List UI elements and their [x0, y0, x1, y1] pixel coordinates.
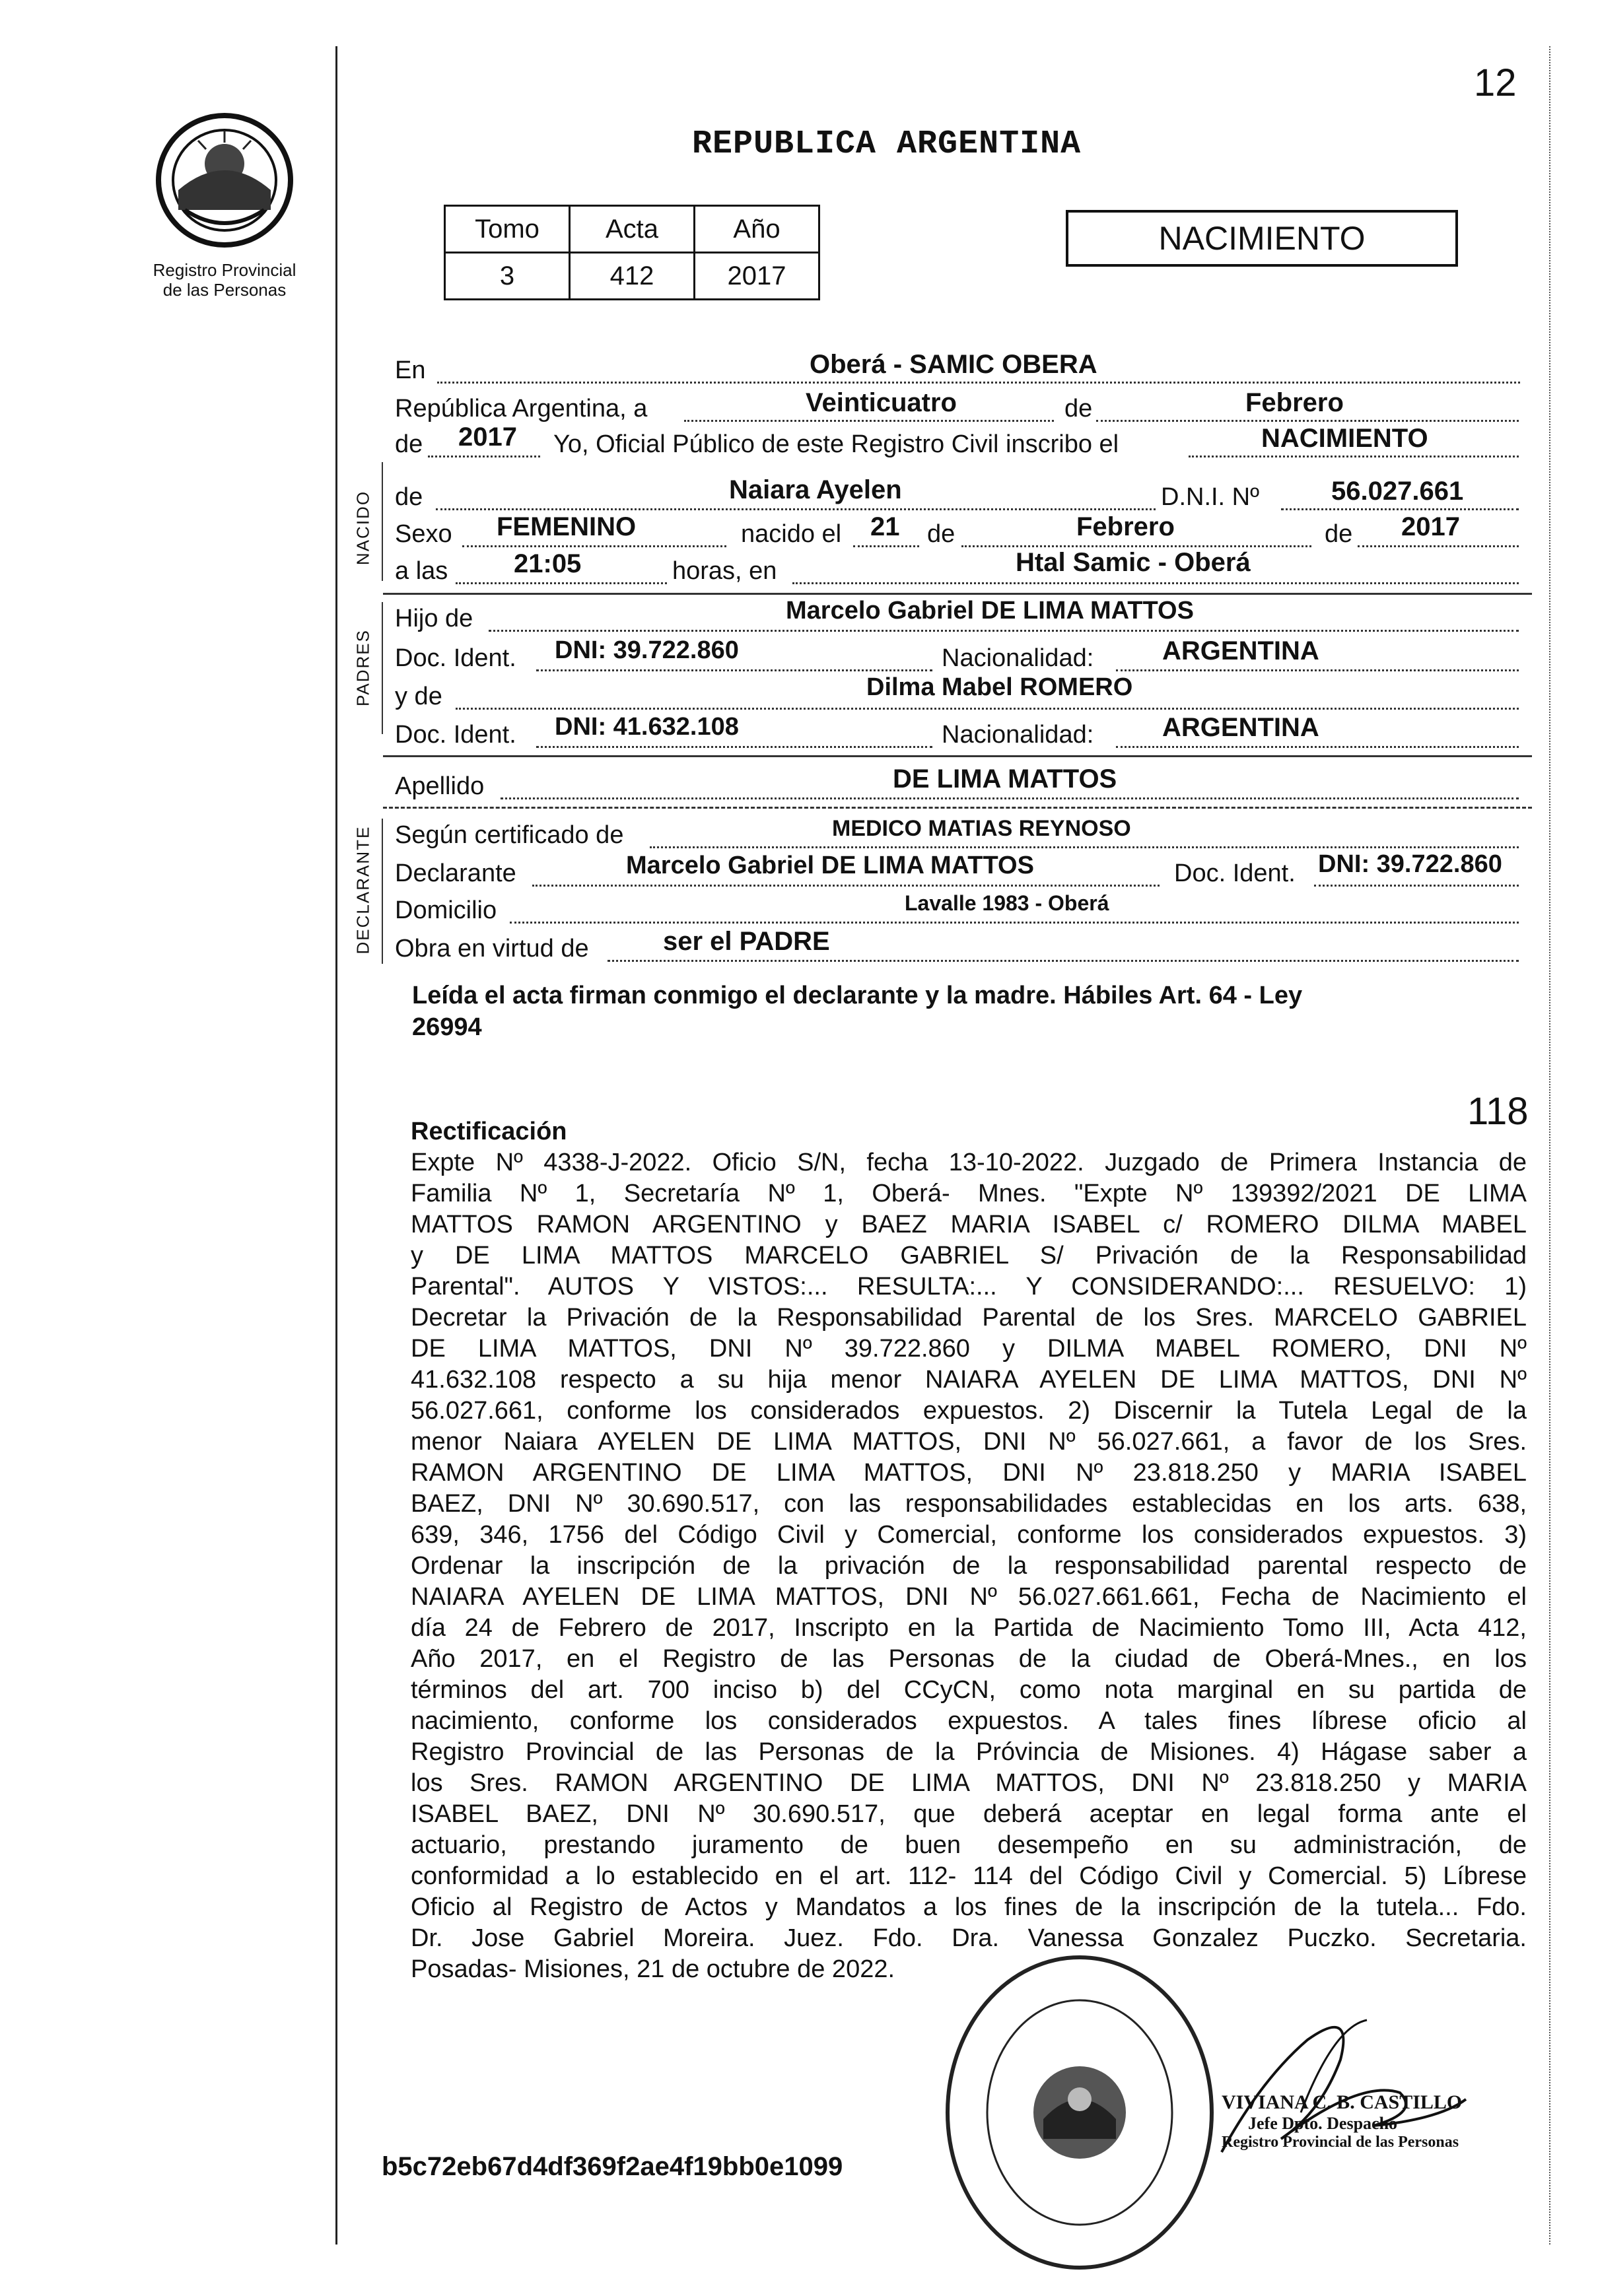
side-label-declarante: DECLARANTE [353, 825, 373, 955]
leida-line-1: Leída el acta firman conmigo el declarante y la madre. Hábiles Art. 64 - Ley [412, 982, 1303, 1009]
value-lugar: Htal Samic - Oberá [1016, 548, 1251, 577]
label-obra: Obra en virtud de [395, 935, 589, 962]
header-tomo: Tomo [445, 206, 570, 253]
label-yo-oficial: Yo, Oficial Público de este Registro Civil inscribo el [553, 430, 1119, 458]
value-sexo: FEMENINO [497, 512, 637, 541]
dots-dni [1281, 508, 1519, 510]
dots-nac-mes [961, 545, 1311, 547]
rectificacion-line: conformidad a lo establecido en el art. 112- 114 del Código Civil y Comercial. 5) Líbrese [411, 1862, 1527, 1890]
value-nacionalidad-padre: ARGENTINA [1162, 636, 1319, 665]
rectificacion-body [411, 1147, 1527, 1985]
label-de-anio: de [395, 430, 423, 458]
register-table [444, 205, 820, 300]
document-title: REPUBLICA ARGENTINA [692, 125, 1082, 163]
value-hora: 21:05 [514, 549, 582, 578]
value-acta: 412 [570, 253, 695, 300]
label-doc-declarante: Doc. Ident. [1174, 860, 1296, 887]
rectificacion-line: Decretar la Privación de la Responsabilidad Parental de los Sres. MARCELO GABRIEL [411, 1304, 1527, 1332]
right-margin-line [1549, 46, 1550, 2245]
value-dni: 56.027.661 [1331, 477, 1464, 506]
value-doc-declarante: DNI: 39.722.860 [1318, 850, 1502, 878]
dots-nac-anio [1358, 545, 1519, 547]
label-de-nac-mes: de [927, 520, 955, 548]
dots-lugar [792, 582, 1519, 584]
official-stamp [938, 1947, 1222, 2278]
side-label-nacido: NACIDO [353, 490, 373, 566]
signature-office: Registro Provincial de las Personas [1222, 2134, 1459, 2151]
round-seal-icon [938, 1947, 1222, 2278]
dots-domicilio [510, 922, 1519, 924]
value-nombre: Naiara Ayelen [729, 475, 902, 504]
value-apellido: DE LIMA MATTOS [893, 764, 1117, 793]
rectificacion-line: NAIARA AYELEN DE LIMA MATTOS, DNI Nº 56.027.661.661, Fecha de Nacimiento el [411, 1583, 1527, 1611]
signature-block [1222, 2091, 1462, 2151]
signature-role: Jefe Dpto. Despacho [1248, 2114, 1398, 2133]
page-number: 12 [1474, 61, 1517, 104]
label-y-de: y de [395, 683, 442, 710]
label-doc-padre: Doc. Ident. [395, 644, 516, 672]
declarante-bracket [382, 819, 383, 964]
label-de-nac-anio: de [1325, 520, 1353, 548]
logo-caption-line1: Registro Provincial [153, 260, 296, 280]
left-margin-line [335, 46, 337, 2245]
document-hash: b5c72eb67d4df369f2ae4f19bb0e1099 [382, 2152, 843, 2181]
rectificacion-line: Posadas- Misiones, 21 de octubre de 2022. [411, 1955, 895, 1983]
rectificacion-line: y DE LIMA MATTOS MARCELO GABRIEL S/ Privación de la Responsabilidad [411, 1242, 1527, 1269]
label-nacido-el: nacido el [741, 520, 842, 548]
padres-bracket [382, 602, 383, 734]
annotation-number: 118 [1467, 1090, 1529, 1133]
header-anio: Año [695, 206, 819, 253]
label-republica: República Argentina, a [395, 395, 648, 422]
dots-declarante [532, 885, 1160, 887]
value-mes: Febrero [1245, 388, 1344, 417]
value-doc-padre: DNI: 39.722.860 [555, 636, 739, 664]
dots-apellido [501, 797, 1519, 799]
value-inscribo: NACIMIENTO [1261, 424, 1428, 453]
rectificacion-line: Registro Provincial de las Personas de la Próvincia de Misiones. 4) Hágase saber a [411, 1738, 1527, 1766]
value-anio: 2017 [695, 253, 819, 300]
rectificacion-line: actuario, prestando juramento de buen desempeño en su administración, de [411, 1831, 1527, 1859]
value-nac-mes: Febrero [1076, 512, 1175, 541]
rectificacion-line: ISABEL BAEZ, DNI Nº 30.690.517, que deberá aceptar en legal forma ante el [411, 1800, 1527, 1828]
dots-obra [608, 960, 1519, 962]
label-horas-en: horas, en [672, 557, 777, 585]
signature-name: VIVIANA C. B. CASTILLO [1222, 2091, 1463, 2113]
label-apellido: Apellido [395, 772, 485, 800]
value-dia: Veinticuatro [806, 388, 957, 417]
separator-nacido [383, 593, 1532, 595]
rectificacion-line: 41.632.108 respecto a su hija menor NAIARA AYELEN DE LIMA MATTOS, DNI Nº [411, 1366, 1527, 1394]
header-acta: Acta [570, 206, 695, 253]
rectificacion-line: términos del art. 700 inciso b) del CCyCN, como nota marginal en su partida de [411, 1676, 1527, 1704]
label-certificado: Según certificado de [395, 821, 624, 849]
dots-mes [1096, 420, 1519, 422]
label-dni: D.N.I. Nº [1161, 483, 1259, 511]
value-anio-inscripcion: 2017 [458, 422, 517, 452]
dots-inscribo [1189, 456, 1519, 457]
logo-caption-line2: de las Personas [162, 280, 287, 300]
value-nacionalidad-madre: ARGENTINA [1162, 713, 1319, 742]
label-domicilio: Domicilio [395, 896, 497, 924]
value-nac-dia: 21 [870, 512, 900, 541]
dots-doc-madre [536, 746, 932, 748]
rectificacion-title: Rectificación [411, 1118, 567, 1145]
value-en: Oberá - SAMIC OBERA [810, 350, 1097, 379]
dots-en [437, 382, 1520, 384]
label-nacionalidad-padre: Nacionalidad: [942, 644, 1094, 672]
dots-dia [684, 420, 1054, 422]
value-declarante: Marcelo Gabriel DE LIMA MATTOS [626, 852, 1034, 879]
rectificacion-line: Familia Nº 1, Secretaría Nº 1, Oberá- Mnes. "Expte Nº 139392/2021 DE LIMA [411, 1180, 1527, 1207]
label-sexo: Sexo [395, 520, 452, 548]
label-de-nombre: de [395, 483, 423, 511]
rectificacion-line: los Sres. RAMON ARGENTINO DE LIMA MATTOS, DNI Nº 23.818.250 y MARIA [411, 1769, 1527, 1797]
rectificacion-line: menor Naiara AYELEN DE LIMA MATTOS, DNI Nº 56.027.661, a favor de los Sres. [411, 1428, 1527, 1456]
rectificacion-line: día 24 de Febrero de 2017, Inscripto en la Partida de Nacimiento Tomo III, Acta 412, [411, 1614, 1527, 1642]
leida-line-2: 26994 [412, 1013, 482, 1041]
province-logo [152, 111, 297, 250]
label-nacionalidad-madre: Nacionalidad: [942, 721, 1094, 749]
label-doc-madre: Doc. Ident. [395, 721, 516, 749]
coat-of-arms-icon [152, 111, 297, 250]
rectificacion-line: Parental". AUTOS Y VISTOS:... RESULTA:... Y CONSIDERANDO:... RESUELVO: 1) [411, 1273, 1527, 1300]
rectificacion-line: Año 2017, en el Registro de las Personas de la ciudad de Oberá-Mnes., en los [411, 1645, 1527, 1673]
rectificacion-line: Expte Nº 4338-J-2022. Oficio S/N, fecha 13-10-2022. Juzgado de Primera Instancia de [411, 1149, 1527, 1176]
dots-madre [456, 708, 1519, 710]
dots-hora [456, 582, 667, 584]
rectificacion-line: Dr. Jose Gabriel Moreira. Juez. Fdo. Dra. Vanessa Gonzalez Puczko. Secretaria. [411, 1924, 1527, 1952]
value-domicilio: Lavalle 1983 - Oberá [905, 891, 1109, 915]
dots-sexo [462, 545, 726, 547]
value-obra: ser el PADRE [663, 927, 830, 956]
rectificacion-line: 639, 346, 1756 del Código Civil y Comercial, conforme los considerados expuestos. 3) [411, 1521, 1527, 1549]
rectificacion-line: Oficio al Registro de Actos y Mandatos a los fines de la inscripción de la tutela... Fdo. [411, 1893, 1527, 1921]
rectificacion-line: Ordenar la inscripción de la privación de la responsabilidad parental respecto de [411, 1552, 1527, 1580]
rectificacion-line: nacimiento, conforme los considerados expuestos. A tales fines líbrese oficio al [411, 1707, 1527, 1735]
dots-padre [489, 630, 1519, 632]
nacido-bracket [382, 462, 383, 581]
dots-certificado [650, 846, 1519, 848]
separator-apellido [383, 807, 1532, 809]
label-hijo-de: Hijo de [395, 605, 473, 632]
rectificacion-line: BAEZ, DNI Nº 30.690.517, con las responsabilidades establecidas en los arts. 638, [411, 1490, 1527, 1518]
logo-caption [119, 260, 330, 300]
dots-doc-padre [536, 669, 932, 671]
leida-text [412, 980, 1535, 1043]
dots-nac-madre [1116, 746, 1519, 748]
value-doc-madre: DNI: 41.632.108 [555, 713, 739, 741]
register-table-value-row [445, 253, 819, 300]
rectificacion-line: RAMON ARGENTINO DE LIMA MATTOS, DNI Nº 23.818.250 y MARIA ISABEL [411, 1459, 1527, 1487]
dots-doc-declarante [1314, 885, 1519, 887]
side-label-padres: PADRES [353, 629, 373, 706]
separator-padres [383, 755, 1532, 757]
dots-anio [428, 456, 540, 457]
rectificacion-line: DE LIMA MATTOS, DNI Nº 39.722.860 y DILMA MABEL ROMERO, DNI Nº [411, 1335, 1527, 1363]
value-madre: Dilma Mabel ROMERO [866, 673, 1133, 701]
label-de-mes: de [1064, 395, 1093, 422]
dots-nac-dia [853, 545, 919, 547]
value-nac-anio: 2017 [1401, 512, 1460, 541]
value-tomo: 3 [445, 253, 570, 300]
label-a-las: a las [395, 557, 448, 585]
label-en: En [395, 356, 426, 384]
dots-nombre [436, 508, 1156, 510]
register-table-header-row [445, 206, 819, 253]
value-padre: Marcelo Gabriel DE LIMA MATTOS [786, 597, 1194, 625]
dots-nac-padre [1116, 669, 1519, 671]
value-certificado: MEDICO MATIAS REYNOSO [832, 816, 1131, 841]
label-declarante: Declarante [395, 860, 516, 887]
rectificacion-line: 56.027.661, conforme los considerados expuestos. 2) Discernir la Tutela Legal de la [411, 1397, 1527, 1425]
record-type-box: NACIMIENTO [1066, 210, 1458, 267]
rectificacion-line: MATTOS RAMON ARGENTINO y BAEZ MARIA ISABEL c/ ROMERO DILMA MABEL [411, 1211, 1527, 1238]
